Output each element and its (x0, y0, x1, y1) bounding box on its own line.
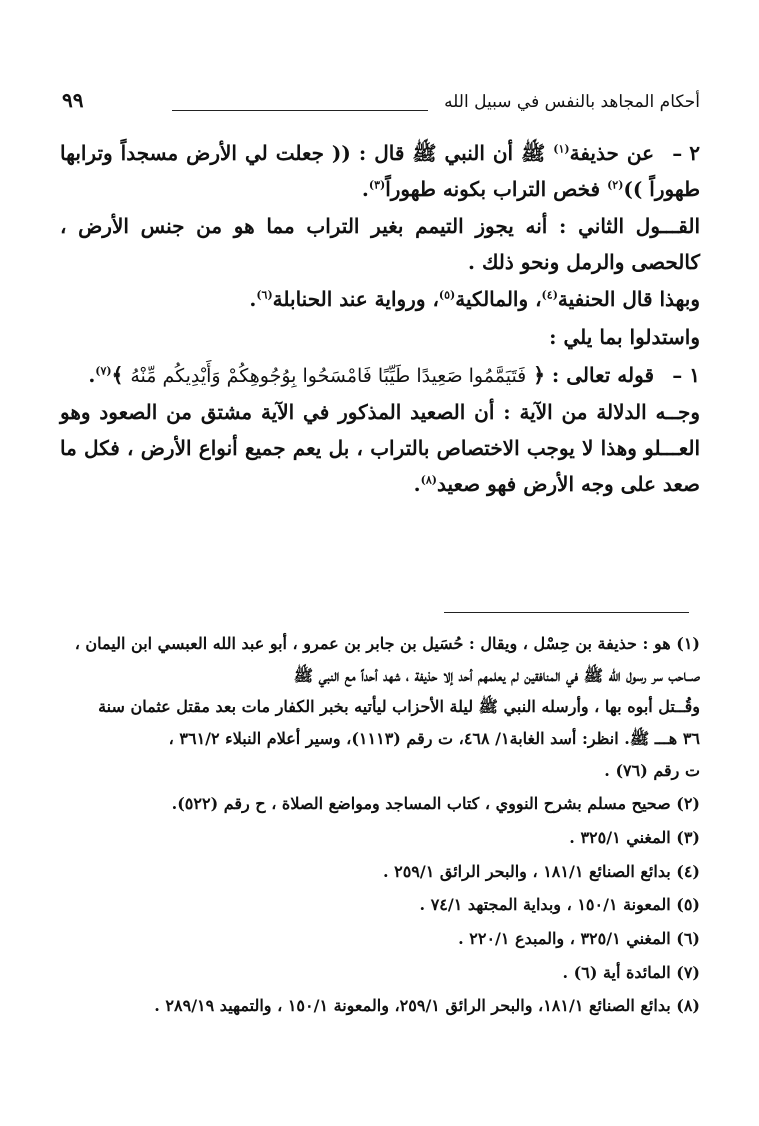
footnote-8: (٨) بدائع الصنائع ١٨١/١، والبحر الرائق ٢٥٩/١، والمعونة ١٥٠/١ ، والتمهيد ٢٨٩/١٩ . (154, 996, 700, 1016)
footnote-ref[interactable]: (٧) (95, 363, 112, 377)
footnote-line: (١) هو : حذيفة بن حِسْل ، ويقال : حُسَيل بن جابر بن عمرو ، أبو عبد الله العبسي ابن اليمان ، (74, 634, 700, 653)
footnote-6: (٦) المغني ٣٢٥/١ ، والمبدع ٢٢٠/١ . (458, 929, 700, 949)
text-run: . (88, 362, 96, 387)
footnote-2: (٢) صحيح مسلم بشرح النووي ، كتاب المساجد ومواضع الصلاة ، ح رقم (٥٢٢). (171, 794, 700, 814)
paragraph-item-2 (60, 136, 700, 207)
paragraph-holders (60, 282, 700, 318)
footnote-3: (٣) المغني ٣٢٥/١ . (569, 828, 700, 848)
item-number: ٢ – (672, 141, 700, 165)
quran-verse: فَتَيَمَّمُوا صَعِيدًا طَيِّبًا فَامْسَحُوا بِوُجُوهِكُمْ وَأَيْدِيكُم مِّنْهُ (130, 364, 527, 387)
text-run: . (413, 471, 421, 496)
text-run: وبهذا قال الحنفية (557, 287, 700, 312)
text-run: ، ورواية عند الحنابلة (272, 287, 439, 312)
text-run: ﷺ أن النبي ﷺ قال : (( جعلت لي الأرض مسجداً وترابها طهوراً )) (60, 141, 700, 201)
footnote-ref[interactable]: (٣) (368, 177, 386, 191)
footnotes (55, 628, 700, 1024)
header-rule (172, 110, 428, 111)
paragraph-item-1 (60, 358, 700, 394)
text-run: ، والمالكية (455, 287, 542, 312)
footnote-line: ٣٦ هـــ ﷺ. انظر: أسد الغابة١/ ٤٦٨، ت رقم (١١١٣)، وسير أعلام النبلاء ٣٦١/٢ ، (168, 729, 700, 749)
text-run: فخص التراب بكونه طهوراً (385, 176, 608, 201)
page-header (62, 88, 700, 118)
page-number: ٩٩ (62, 88, 84, 112)
footnote-ref[interactable]: (٤) (541, 288, 558, 302)
footnote-5: (٥) المعونة ١٥٠/١ ، وبداية المجتهد ٧٤/١ . (419, 895, 700, 915)
footnote-4: (٤) بدائع الصنائع ١٨١/١ ، والبحر الرائق ٢٥٩/١ . (382, 861, 700, 881)
text-run: قوله تعالى : ﴿ (526, 362, 654, 387)
footnote-ref[interactable]: (١) (553, 142, 570, 156)
paragraph-evidence-intro: واستدلوا بما يلي : (549, 324, 700, 349)
text-run: . (249, 287, 257, 312)
running-title: أحكام المجاهد بالنفس في سبيل الله (444, 92, 700, 112)
main-text (60, 136, 700, 504)
item-number: ١ – (672, 362, 700, 387)
text-run: عن حذيفة (569, 141, 654, 165)
footnote-line: صــاحب سر رسول الله ﷺ في المنافقين لم يعلمهم أحد إلا حذيفة ، شهد أحداً مع النبي ﷺ (293, 665, 700, 685)
text-run: . (361, 176, 369, 201)
footnote-ref[interactable]: (٥) (438, 288, 456, 302)
footnote-ref[interactable]: (٨) (420, 472, 437, 486)
footnote-1 (55, 628, 700, 786)
text-run: ﴾ (111, 362, 131, 387)
text-run: وجــه الدلالة من الآية : أن الصعيد المذكور في الآية مشتق من الصعود وهو العـــلو وهذا لا يوجب الاختصاص بالتراب ، بل يعم جميع أنواع الأرض ، فكل ما صعد على وجه الأرض فهو صعيد (60, 400, 700, 496)
footnote-separator (444, 612, 689, 613)
footnote-ref[interactable]: (٢) (607, 177, 624, 191)
paragraph-second-opinion: القـــول الثاني : أنه يجوز التيمم بغير التراب مما هو من جنس الأرض ، كالحصى والرمل ونحو ذلك . (60, 214, 700, 274)
footnote-ref[interactable]: (٦) (256, 288, 273, 302)
footnote-7: (٧) المائدة أية (٦) . (562, 962, 700, 982)
footnote-line: وقُــتل أبوه بها ، وأرسله النبي ﷺ ليلة الأحزاب ليأتيه بخبر الكفار مات بعد مقتل عثمان سنة (98, 697, 700, 717)
paragraph-inference (60, 395, 700, 502)
footnote-line: ت رقم (٧٦) . (604, 760, 700, 780)
